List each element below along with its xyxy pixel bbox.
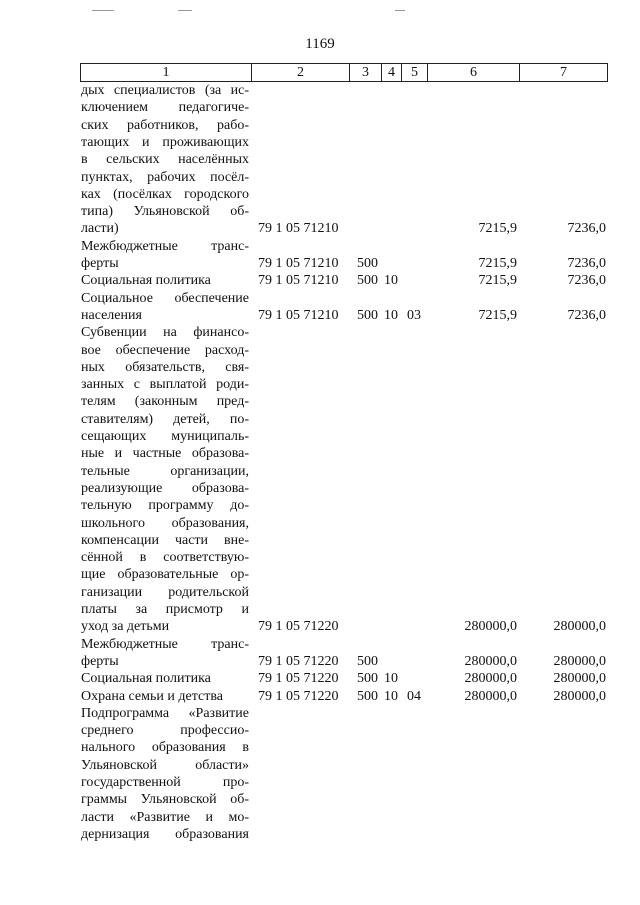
table-row xyxy=(0,791,640,809)
cell-col-6: 7215,9 xyxy=(478,221,517,237)
cell-col-2: 79 1 05 71220 xyxy=(258,619,339,635)
cell-col-1: ных обязательств, свя- xyxy=(81,359,249,375)
table-row xyxy=(0,376,640,394)
cell-col-1: ключением педагогиче- xyxy=(81,100,249,116)
table-row xyxy=(0,255,640,273)
header-col-3: 3 xyxy=(349,64,381,81)
table-row xyxy=(0,601,640,619)
cell-col-5: 03 xyxy=(407,307,421,323)
table-row xyxy=(0,411,640,429)
cell-col-1: платы за присмотр и xyxy=(81,602,249,617)
cell-col-1: школьного образования, xyxy=(81,515,249,531)
table-row xyxy=(0,82,640,100)
table-row xyxy=(0,307,640,325)
cell-col-1: ганизации родительской xyxy=(81,584,249,600)
page-number: 1169 xyxy=(305,36,335,52)
cell-col-1: Межбюджетные транс- xyxy=(81,636,249,652)
cell-col-1: граммы Ульяновской об- xyxy=(81,792,249,808)
scan-mark xyxy=(178,10,192,11)
cell-col-1: дых специалистов (за ис- xyxy=(81,83,249,98)
table-row xyxy=(0,324,640,342)
cell-col-1: Социальная политика xyxy=(81,273,211,289)
table-row xyxy=(0,549,640,567)
table-row xyxy=(0,290,640,308)
cell-col-1: Ульяновской области» xyxy=(81,757,249,773)
cell-col-4: 10 xyxy=(384,307,398,323)
cell-col-1: ставителям) детей, по- xyxy=(81,411,249,427)
cell-col-3: 500 xyxy=(357,671,378,687)
cell-col-2: 79 1 05 71210 xyxy=(258,273,339,289)
cell-col-2: 79 1 05 71210 xyxy=(258,307,339,323)
cell-col-1: Подпрограмма «Развитие xyxy=(81,705,249,721)
cell-col-6: 280000,0 xyxy=(464,688,517,704)
cell-col-7: 7236,0 xyxy=(567,221,606,237)
table-row xyxy=(0,151,640,169)
cell-col-1: занных с выплатой роди- xyxy=(81,377,249,393)
cell-col-2: 79 1 05 71210 xyxy=(258,256,339,271)
cell-col-6: 7215,9 xyxy=(478,256,517,271)
cell-col-7: 7236,0 xyxy=(567,273,606,289)
cell-col-7: 7236,0 xyxy=(567,256,606,271)
cell-col-1: в сельских населённых xyxy=(81,152,249,168)
cell-col-1: тельные организации, xyxy=(81,463,249,479)
cell-col-1: щие образовательные ор- xyxy=(81,567,249,583)
table-row xyxy=(0,497,640,515)
header-col-2: 2 xyxy=(251,64,349,81)
cell-col-1: ласти) xyxy=(81,221,119,237)
table-row xyxy=(0,774,640,792)
table-row xyxy=(0,826,640,844)
cell-col-7: 7236,0 xyxy=(567,307,606,323)
cell-col-1: сённой в соответствую- xyxy=(81,550,249,566)
cell-col-6: 280000,0 xyxy=(464,653,517,669)
table-row xyxy=(0,99,640,117)
cell-col-6: 7215,9 xyxy=(478,273,517,289)
table-row xyxy=(0,532,640,550)
table-row xyxy=(0,670,640,688)
cell-col-7: 280000,0 xyxy=(553,688,606,704)
table-row xyxy=(0,705,640,723)
cell-col-1: государственной про- xyxy=(81,775,249,790)
scan-mark xyxy=(92,10,114,11)
table-row xyxy=(0,220,640,238)
table-row xyxy=(0,186,640,204)
table-row xyxy=(0,688,640,706)
cell-col-1: ные и частные образова- xyxy=(81,446,249,462)
cell-col-2: 79 1 05 71220 xyxy=(258,688,339,704)
cell-col-1: компенсации части вне- xyxy=(81,532,249,548)
cell-col-1: телям (законным пред- xyxy=(81,394,249,410)
cell-col-1: ферты xyxy=(81,653,119,669)
header-col-7: 7 xyxy=(519,64,607,81)
cell-col-2: 79 1 05 71210 xyxy=(258,221,339,237)
table-row xyxy=(0,393,640,411)
table-row xyxy=(0,428,640,446)
table-row xyxy=(0,238,640,256)
cell-col-6: 280000,0 xyxy=(464,619,517,635)
cell-col-2: 79 1 05 71220 xyxy=(258,653,339,669)
table-row xyxy=(0,480,640,498)
header-col-1: 1 xyxy=(162,65,170,80)
table-row xyxy=(0,618,640,636)
cell-col-1: ках (посёлках городского xyxy=(81,186,249,202)
cell-col-1: среднего профессио- xyxy=(81,723,249,739)
cell-col-3: 500 xyxy=(357,307,378,323)
cell-col-3: 500 xyxy=(357,653,378,669)
cell-col-1: тельную программу до- xyxy=(81,498,249,514)
cell-col-3: 500 xyxy=(357,256,378,271)
table-row xyxy=(0,117,640,135)
table-row xyxy=(0,445,640,463)
cell-col-1: ферты xyxy=(81,256,119,271)
scan-mark xyxy=(395,10,405,11)
cell-col-1: Социальное обеспечение xyxy=(81,290,249,306)
table-row xyxy=(0,566,640,584)
cell-col-1: пунктах, рабочих посёл- xyxy=(81,169,249,185)
header-col-4: 4 xyxy=(381,64,401,81)
table-row xyxy=(0,515,640,533)
table-row xyxy=(0,722,640,740)
header-col-6: 6 xyxy=(427,64,519,81)
cell-col-1: Охрана семьи и детства xyxy=(81,688,223,704)
cell-col-6: 7215,9 xyxy=(478,307,517,323)
cell-col-1: тающих и проживающих xyxy=(81,134,249,150)
cell-col-4: 10 xyxy=(384,671,398,687)
header-col-5: 5 xyxy=(401,64,427,81)
cell-col-6: 280000,0 xyxy=(464,671,517,687)
cell-col-4: 10 xyxy=(384,688,398,704)
cell-col-7: 280000,0 xyxy=(553,653,606,669)
cell-col-5: 04 xyxy=(407,688,421,704)
table-row xyxy=(0,757,640,775)
cell-col-1: Субвенции на финансо- xyxy=(81,325,249,341)
cell-col-1: ских работников, рабо- xyxy=(81,117,249,133)
cell-col-1: нального образования в xyxy=(81,740,249,756)
table-row xyxy=(0,463,640,481)
table-row xyxy=(0,169,640,187)
cell-col-1: населения xyxy=(81,307,142,323)
table-row xyxy=(0,809,640,827)
table-row xyxy=(0,342,640,360)
table-row xyxy=(0,584,640,602)
cell-col-1: уход за детьми xyxy=(81,619,170,635)
cell-col-1: ласти «Развитие и мо- xyxy=(81,809,249,825)
cell-col-4: 10 xyxy=(384,273,398,289)
cell-col-7: 280000,0 xyxy=(553,619,606,635)
cell-col-1: типа) Ульяновской об- xyxy=(81,204,249,220)
cell-col-1: дернизация образования xyxy=(81,826,249,842)
cell-col-7: 280000,0 xyxy=(553,671,606,687)
table-row xyxy=(0,653,640,671)
cell-col-1: Социальная политика xyxy=(81,671,211,687)
cell-col-1: Межбюджетные транс- xyxy=(81,238,249,254)
table-row xyxy=(0,359,640,377)
cell-col-2: 79 1 05 71220 xyxy=(258,671,339,687)
cell-col-1: реализующие образова- xyxy=(81,480,249,496)
table-row xyxy=(0,739,640,757)
table-row xyxy=(0,636,640,654)
cell-col-1: вое обеспечение расход- xyxy=(81,342,249,358)
table-row xyxy=(0,272,640,290)
table-row xyxy=(0,134,640,152)
table-row xyxy=(0,203,640,221)
cell-col-1: сещающих муниципаль- xyxy=(81,429,249,444)
cell-col-3: 500 xyxy=(357,688,378,704)
cell-col-3: 500 xyxy=(357,273,378,289)
